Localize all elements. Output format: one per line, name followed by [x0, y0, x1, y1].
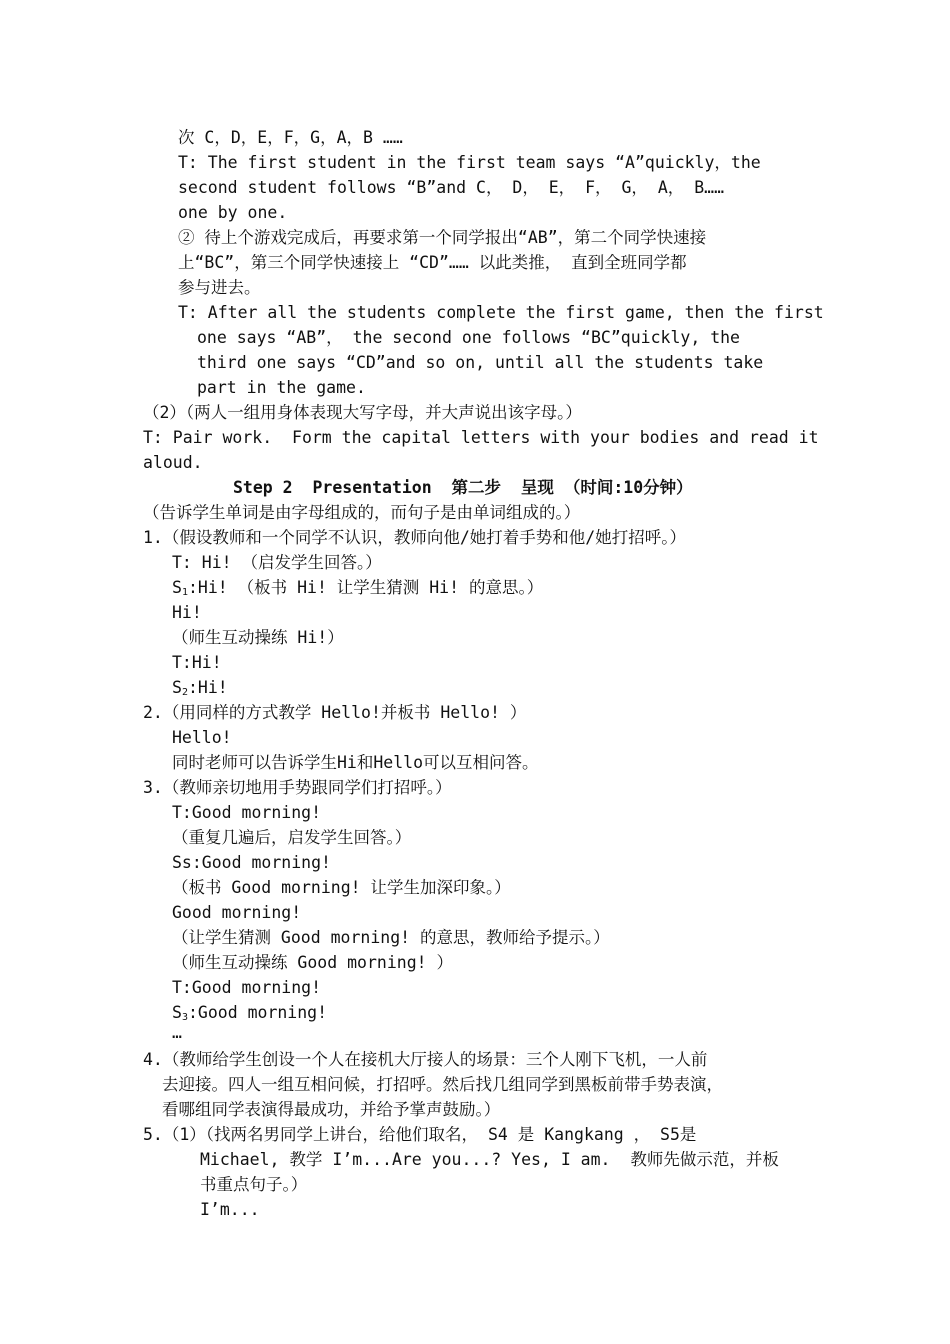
text-line: 参与进去。	[178, 278, 261, 297]
text-line: T: Hi! （启发学生回答。）	[172, 553, 382, 572]
text-line: 次 C，D，E，F，G，A，B ……	[178, 128, 403, 147]
text-line: 5.（1）（找两名男同学上讲台，给他们取名， S4 是 Kangkang ， S5是	[143, 1125, 697, 1144]
text-line: part in the game.	[197, 378, 366, 397]
text-line: （重复几遍后，启发学生回答。）	[172, 828, 412, 847]
text-line: 4.（教师给学生创设一个人在接机大厅接人的场景：三个人刚下飞机，一人前	[143, 1050, 708, 1069]
text-line: 2.（用同样的方式教学 Hello!并板书 Hello! ）	[143, 703, 527, 722]
text-line: T:Good morning!	[172, 978, 322, 997]
text-line: aloud.	[143, 453, 203, 472]
text-line: 去迎接。四人一组互相问候，打招呼。然后找几组同学到黑板前带手势表演，	[162, 1075, 723, 1094]
text-line: 上“BC”，第三个同学快速接上 “CD”…… 以此类推， 直到全班同学都	[178, 253, 687, 272]
text-line: T: After all the students complete the first game, then the first	[178, 303, 824, 322]
text-line: T:Good morning!	[172, 803, 322, 822]
text-line: one says “AB”， the second one follows “BC”quickly, the	[197, 328, 740, 347]
section-heading: Step 2 Presentation 第二步 呈现 （时间:10分钟）	[233, 478, 693, 497]
text-line: Hello!	[172, 728, 232, 747]
text-line: 同时老师可以告诉学生Hi和Hello可以互相问答。	[172, 753, 539, 772]
text-line: Hi!	[172, 603, 202, 622]
text-line: 3.（教师亲切地用手势跟同学们打招呼。）	[143, 778, 452, 797]
text-line: 看哪组同学表演得最成功，并给予掌声鼓励。）	[162, 1100, 501, 1119]
text-line: （师生互动操练 Hi!）	[172, 628, 344, 647]
text-line: $S_1:Hi$! （板书 Hi! 让学生猜测 Hi! 的意思。）	[172, 578, 544, 598]
text-line: T:Hi!	[172, 653, 222, 672]
text-line: second student follows “B”and C， D， E， F， G， A， B……	[178, 178, 725, 197]
text-line: third one says “CD”and so on, until all the students take	[197, 353, 764, 372]
text-line: …	[172, 1023, 182, 1042]
text-line: （师生互动操练 Good morning! ）	[172, 953, 454, 972]
text-line: $S_2:Hi$!	[172, 678, 228, 698]
text-line: （告诉学生单词是由字母组成的，而句子是由单词组成的。）	[143, 503, 581, 522]
text-line: Ss:Good morning!	[172, 853, 331, 872]
text-line: I’m...	[200, 1200, 260, 1219]
text-line: 书重点句子。）	[200, 1175, 308, 1194]
text-line: 1.（假设教师和一个同学不认识，教师向他/她打着手势和他/她打招呼。）	[143, 528, 686, 547]
text-line: one by one.	[178, 203, 288, 222]
text-line: $S_3:Good$ morning!	[172, 1003, 328, 1023]
text-line: Michael, 教学 I’m...Are you...? Yes, I am. 教师先做示范，并板	[200, 1150, 779, 1169]
text-line: T: Pair work. Form the capital letters with your bodies and read it	[143, 428, 819, 447]
text-line: （让学生猜测 Good morning! 的意思，教师给予提示。）	[172, 928, 610, 947]
text-line: T: The first student in the first team says “A”quickly，the	[178, 153, 761, 172]
text-line: （2）（两人一组用身体表现大写字母，并大声说出该字母。）	[143, 403, 582, 422]
text-line: Good morning!	[172, 903, 302, 922]
text-line: ② 待上个游戏完成后，再要求第一个同学报出“AB”，第二个同学快速接	[178, 228, 707, 247]
text-line: （板书 Good morning! 让学生加深印象。）	[172, 878, 511, 897]
